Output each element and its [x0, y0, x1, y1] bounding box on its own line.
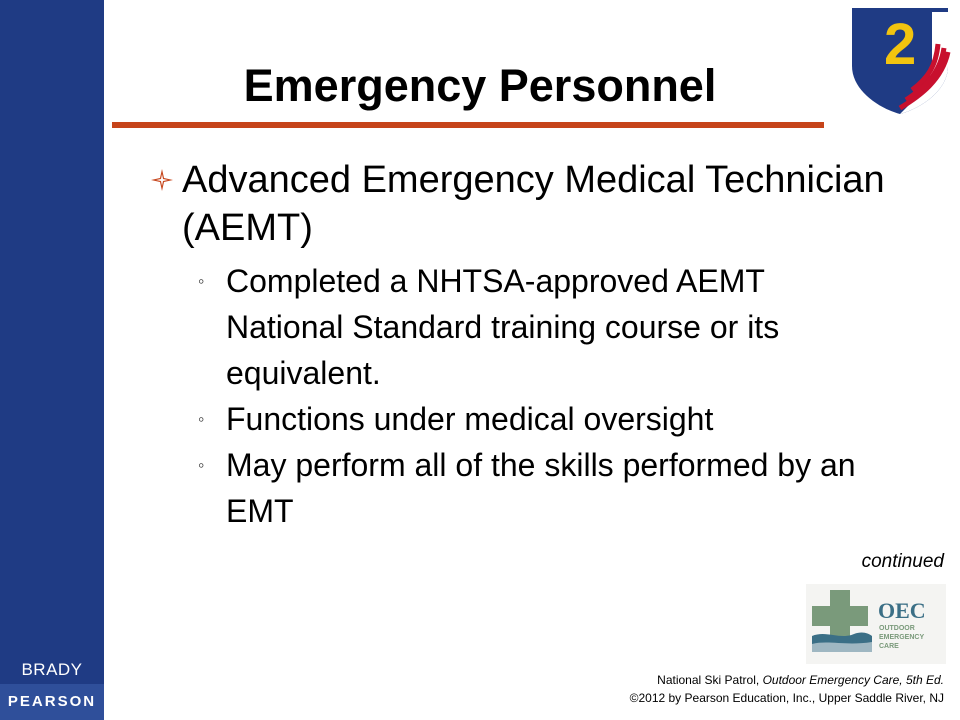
footer-line-2: ©2012 by Pearson Education, Inc., Upper Saddle River, NJ [629, 691, 944, 705]
brady-label: BRADY [21, 660, 83, 679]
sub-bullet-text: Functions under medical oversight [226, 401, 714, 437]
footer-prefix: National Ski Patrol, [657, 673, 763, 687]
sub-bullet-marker: ◦ [198, 409, 205, 429]
sub-bullet-marker: ◦ [198, 455, 205, 475]
footer-book-title: Outdoor Emergency Care, 5th Ed. [762, 673, 944, 687]
pearson-logo: PEARSON [0, 684, 104, 720]
star-bullet-icon [150, 168, 174, 192]
sub-bullet-item [150, 442, 890, 534]
footer-credit [630, 671, 944, 707]
sub-bullet-text: May perform all of the skills performed by an EMT [226, 447, 856, 529]
oec-tagline-1: OUTDOOR [879, 625, 915, 632]
oec-tagline-2: EMERGENCY [879, 634, 925, 641]
oec-logo [806, 584, 946, 664]
oec-logo-name: OEC [878, 598, 926, 623]
footer-line-1 [630, 671, 944, 689]
main-bullet-text: Advanced Emergency Medical Technician (AEMT) [182, 159, 885, 249]
left-sidebar [0, 0, 104, 720]
continued-label: continued [861, 551, 944, 572]
section-2-badge-icon [848, 4, 952, 116]
sub-bullet-item [150, 258, 890, 396]
main-bullet-item [150, 156, 890, 252]
oec-cross-icon [806, 584, 946, 664]
title-underline [112, 122, 824, 128]
sub-bullet-text: Completed a NHTSA-approved AEMT National Standard training course or its equivalent. [226, 263, 780, 391]
badge-number: 2 [884, 12, 917, 77]
sub-bullet-item [150, 396, 890, 442]
slide-content [150, 156, 890, 534]
oec-tagline-3: CARE [879, 643, 899, 650]
sub-bullet-marker: ◦ [198, 271, 205, 291]
slide-title: Emergency Personnel [243, 60, 717, 111]
